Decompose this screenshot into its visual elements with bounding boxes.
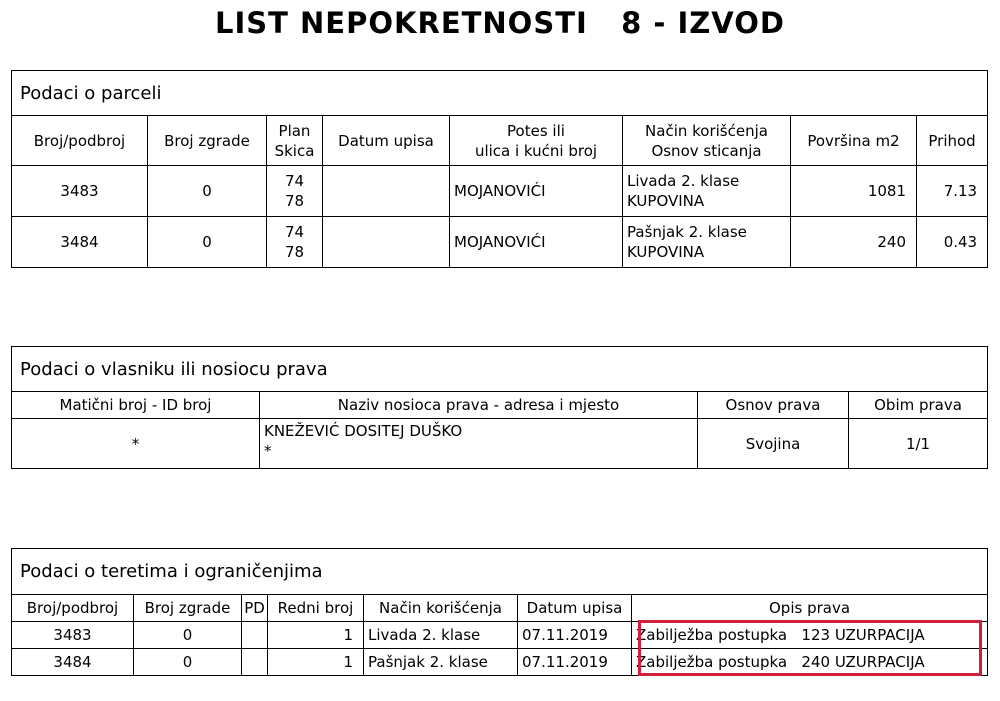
cell-plan: 74 78 [267, 166, 323, 217]
column-header: Obim prava [849, 392, 988, 419]
cell-potes: MOJANOVIĆI [450, 217, 623, 268]
column-header: Plan Skica [267, 116, 323, 166]
cell-nacin: Pašnjak 2. klase KUPOVINA [623, 217, 791, 268]
cell-osnov: Svojina [698, 419, 849, 469]
column-header: PD [242, 595, 268, 622]
cell-redni: 1 [268, 649, 364, 676]
cell-opis: Zabilježba postupka 123 UZURPACIJA [632, 622, 988, 649]
column-header: Opis prava [632, 595, 988, 622]
cell-potes: MOJANOVIĆI [450, 166, 623, 217]
column-header: Broj zgrade [134, 595, 242, 622]
column-header: Potes ili ulica i kućni broj [450, 116, 623, 166]
column-header: Broj zgrade [148, 116, 267, 166]
cell-broj: 3484 [12, 649, 134, 676]
cell-datum: 07.11.2019 [518, 649, 632, 676]
cell-zgrada: 0 [148, 217, 267, 268]
cell-id: * [12, 419, 260, 469]
cell-nacin: Livada 2. klase KUPOVINA [623, 166, 791, 217]
highlight-box [638, 620, 982, 676]
table-row [12, 419, 988, 469]
parcel-table [11, 70, 988, 268]
column-header: Naziv nosioca prava - adresa i mjesto [260, 392, 698, 419]
cell-datum: 07.11.2019 [518, 622, 632, 649]
cell-zgrada: 0 [148, 166, 267, 217]
cell-zgrada: 0 [134, 622, 242, 649]
cell-redni: 1 [268, 622, 364, 649]
cell-broj: 3483 [12, 166, 148, 217]
cell-opis: Zabilježba postupka 240 UZURPACIJA [632, 649, 988, 676]
cell-povrsina: 240 [791, 217, 917, 268]
owner-table [11, 346, 988, 469]
cell-datum [323, 217, 450, 268]
cell-pd [242, 649, 268, 676]
cell-prihod: 7.13 [917, 166, 988, 217]
column-header: Datum upisa [518, 595, 632, 622]
column-header: Matični broj - ID broj [12, 392, 260, 419]
column-header: Prihod [917, 116, 988, 166]
section-title-burden: Podaci o teretima i ograničenjima [12, 549, 988, 595]
column-header: Način korišćenja [364, 595, 518, 622]
cell-nacin: Livada 2. klase [364, 622, 518, 649]
cell-pd [242, 622, 268, 649]
cell-prihod: 0.43 [917, 217, 988, 268]
section-title-parcel: Podaci o parceli [12, 71, 988, 116]
section-title-owner: Podaci o vlasniku ili nosiocu prava [12, 347, 988, 392]
cell-povrsina: 1081 [791, 166, 917, 217]
column-header: Osnov prava [698, 392, 849, 419]
column-header: Način korišćenja Osnov sticanja [623, 116, 791, 166]
table-row [12, 166, 988, 217]
cell-naziv: KNEŽEVIĆ DOSITEJ DUŠKO * [260, 419, 698, 469]
column-header: Površina m2 [791, 116, 917, 166]
cell-nacin: Pašnjak 2. klase [364, 649, 518, 676]
page-title: LIST NEPOKRETNOSTI 8 - IZVOD [215, 6, 785, 40]
cell-broj: 3483 [12, 622, 134, 649]
cell-plan: 74 78 [267, 217, 323, 268]
column-header: Broj/podbroj [12, 116, 148, 166]
column-header: Redni broj [268, 595, 364, 622]
column-header: Broj/podbroj [12, 595, 134, 622]
cell-datum [323, 166, 450, 217]
cell-broj: 3484 [12, 217, 148, 268]
cell-zgrada: 0 [134, 649, 242, 676]
table-row [12, 217, 988, 268]
column-header: Datum upisa [323, 116, 450, 166]
cell-obim: 1/1 [849, 419, 988, 469]
